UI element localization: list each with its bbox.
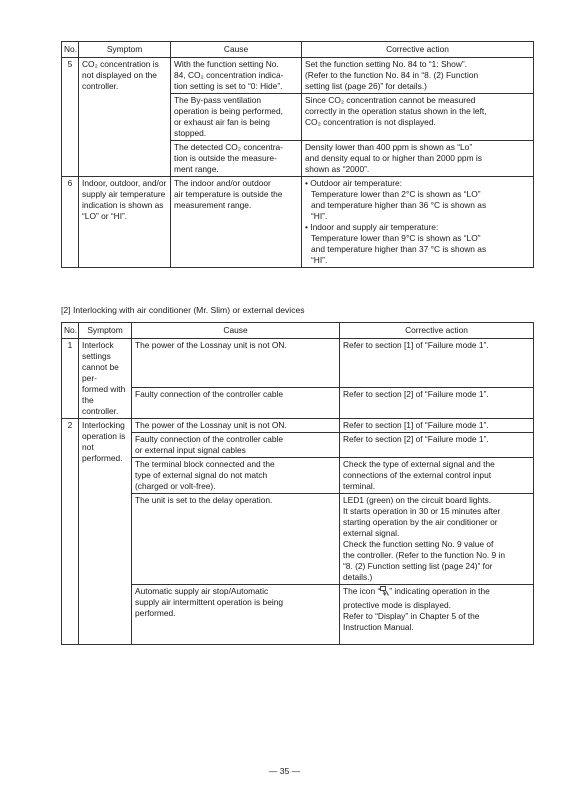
cause-cell: The terminal block connected and the type of external signal do not match (charged or volt-free). [132,458,340,494]
page-number: — 35 — [268,766,301,776]
troubleshooting-table-2 [61,322,534,645]
action-cell: Refer to section [1] of “Failure mode 1”. [340,339,534,388]
header-corrective-action: Corrective action [302,42,534,58]
action-cell: Refer to section [1] of “Failure mode 1”. [340,419,534,433]
cause-cell: The power of the Lossnay unit is not ON. [132,419,340,433]
troubleshooting-table-1 [61,41,534,268]
table-row [62,388,534,419]
action-cell: The icon “ ” indicating operation in the protective mode is displayed. Refer to “Display” in Chapter 5 of the Instruction Manual. [340,585,534,645]
action-cell: Refer to section [2] of “Failure mode 1”. [340,433,534,458]
symptom-cell: Indoor, outdoor, and/or supply air temperature indication is shown as “LO” or “HI”. [79,177,171,268]
table-row [62,419,534,433]
protection-mode-icon [380,586,389,600]
header-symptom: Symptom [79,323,132,339]
symptom-cell: Interlocking operation is not performed. [79,419,132,645]
action-cell: Since CO₂ concentration cannot be measured correctly in the operation status shown in the left, CO₂ concentration is not displayed. [302,94,534,141]
table-row [62,458,534,494]
cause-cell: The unit is set to the delay operation. [132,494,340,585]
header-corrective-action: Corrective action [340,323,534,339]
cause-cell: The power of the Lossnay unit is not ON. [132,339,340,388]
action-cell: Density lower than 400 ppm is shown as “Lo” and density equal to or higher than 2000 ppm is shown as “2000”. [302,141,534,177]
cause-cell: The detected CO₂ concentra- tion is outside the measure- ment range. [171,141,302,177]
header-no: No. [62,42,79,58]
action-cell: Set the function setting No. 84 to “1: Show”. (Refer to the function No. 84 in “8. (2) Function setting list (page 26)” for details.) [302,58,534,94]
table-row [62,339,534,388]
cause-cell: The indoor and/or outdoor air temperature is outside the measurement range. [171,177,302,268]
row-number: 2 [62,419,79,645]
header-no: No. [62,323,79,339]
symptom-cell: Interlock settings cannot be per- formed with the controller. [79,339,132,419]
row-number: 5 [62,58,79,177]
bullet-indoor-supply: • Indoor and supply air temperature: [305,222,439,232]
table-header-row [62,42,534,58]
action-cell: Refer to section [2] of “Failure mode 1”. [340,388,534,419]
symptom-cell: CO₂ concentration is not displayed on the controller. [79,58,171,177]
cause-cell: Automatic supply air stop/Automatic supply air intermittent operation is being performed. [132,585,340,645]
action-cell: • Outdoor air temperature: Temperature lower than 2°C is shown as “LO” and temperature higher than 36 °C is shown as “HI”. • Indoor and supply air temperature: Temperature lower than 9°C is shown as “LO” and temperature higher than 37 °C is shown as “HI”. [302,177,534,268]
table-row [62,177,534,268]
table-row [62,585,534,645]
section-title: [2] Interlocking with air conditioner (Mr. Slim) or external devices [61,305,305,315]
cause-cell: Faulty connection of the controller cable or external input signal cables [132,433,340,458]
header-symptom: Symptom [79,42,171,58]
row-number: 6 [62,177,79,268]
action-cell: LED1 (green) on the circuit board lights. It starts operation in 30 or 15 minutes after starting operation by the air conditioner or external signal. Check the function setting No. 9 value of the controller. (Refer to the function No. 9 in “8. (2) Function setting list (page 24)” for details.) [340,494,534,585]
action-cell: Check the type of external signal and the connections of the external control input terminal. [340,458,534,494]
table-row [62,494,534,585]
table-row [62,433,534,458]
row-number: 1 [62,339,79,419]
table-row [62,58,534,94]
table-header-row [62,323,534,339]
header-cause: Cause [171,42,302,58]
cause-cell: With the function setting No. 84, CO₂ concentration indica- tion setting is set to “0: Hide”. [171,58,302,94]
cause-cell: The By-pass ventilation operation is being performed, or exhaust air fan is being stopped. [171,94,302,141]
cause-cell: Faulty connection of the controller cable [132,388,340,419]
header-cause: Cause [132,323,340,339]
bullet-outdoor: • Outdoor air temperature: [305,178,402,188]
